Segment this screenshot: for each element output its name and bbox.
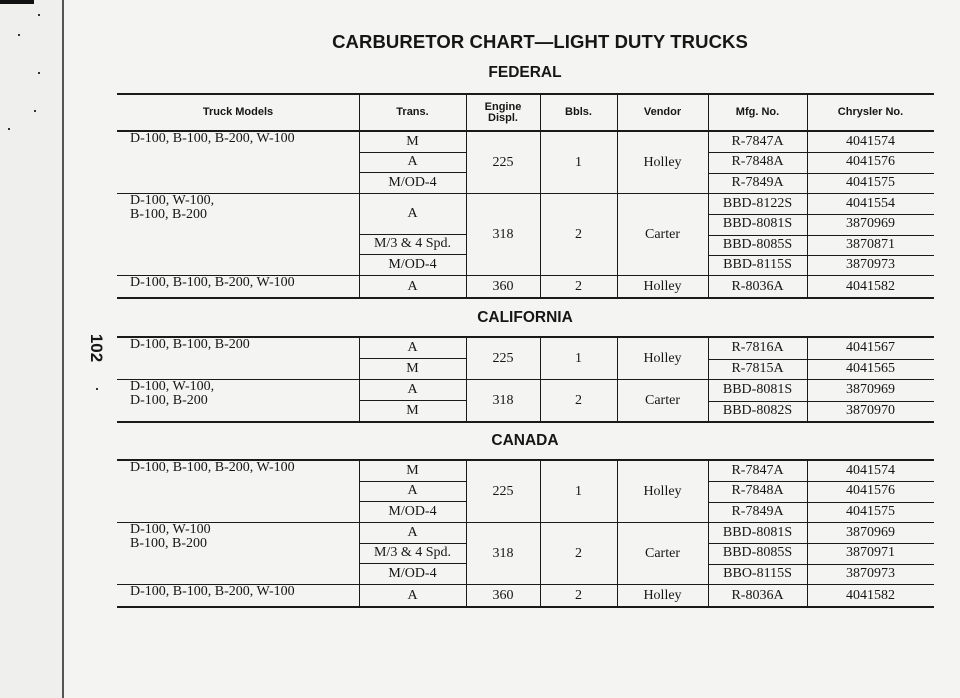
bbls-cell: 2	[575, 278, 582, 294]
truck-model-text: D-100, B-100, B-200, W-100	[130, 275, 295, 290]
column-divider	[708, 585, 709, 606]
mfg-no-cell: BBD-8122S	[722, 196, 793, 212]
mfg-no-cell: BBD-8115S	[723, 256, 792, 272]
page-title: CARBURETOR CHART—LIGHT DUTY TRUCKS	[332, 31, 748, 52]
column-divider	[807, 585, 808, 606]
trans-cell: A	[407, 382, 418, 397]
table-rule	[117, 421, 934, 423]
column-divider	[708, 380, 709, 421]
truck-model-text: B-100, B-200	[130, 536, 207, 551]
mfg-no-cell: R-7849A	[731, 174, 784, 190]
trans-cell: M	[406, 360, 419, 376]
column-divider	[359, 276, 360, 297]
vendor-cell: Carter	[645, 545, 680, 561]
mfg-no-cell: BBD-8085S	[722, 236, 793, 252]
trans-cell: M/OD-4	[388, 565, 437, 581]
vendor-cell: Carter	[645, 392, 680, 408]
vendor-cell: Holley	[643, 154, 682, 170]
scan-speck	[18, 34, 20, 36]
engine-displ-cell: 360	[492, 587, 514, 603]
trans-cell: A	[407, 483, 418, 498]
scan-speck	[38, 72, 40, 74]
trans-cell: M/3 & 4 Spd.	[373, 236, 451, 251]
column-divider	[708, 461, 709, 522]
table-rule	[117, 606, 934, 608]
mfg-no-cell: BBD-8082S	[722, 402, 793, 418]
scan-speck	[38, 14, 40, 16]
trans-cell: M/OD-4	[388, 174, 437, 190]
mfg-no-cell: R-7847A	[731, 134, 784, 150]
scan-mark	[0, 0, 34, 4]
column-divider	[466, 523, 467, 584]
column-divider	[807, 523, 808, 584]
truck-model-text: D-100, B-100, B-200, W-100	[130, 131, 295, 146]
column-divider	[540, 194, 541, 275]
mfg-no-cell: BBD-8081S	[722, 382, 793, 398]
column-divider	[807, 380, 808, 421]
chrysler-no-cell: 3870973	[846, 565, 895, 581]
column-divider	[540, 585, 541, 606]
column-divider	[466, 132, 467, 193]
column-divider	[466, 585, 467, 606]
trans-cell: A	[407, 206, 418, 221]
table-rule	[117, 297, 934, 299]
truck-model-text: D-100, B-200	[130, 393, 208, 408]
truck-models-cell	[130, 380, 359, 421]
bbls-cell: 1	[575, 483, 582, 499]
column-divider	[708, 132, 709, 193]
chrysler-no-cell: 4041567	[846, 340, 895, 356]
column-divider	[617, 380, 618, 421]
bbls-cell: 1	[575, 350, 582, 366]
column-divider	[807, 461, 808, 522]
truck-model-text: D-100, B-100, B-200, W-100	[130, 584, 295, 599]
truck-model-text: D-100, W-100,	[130, 379, 215, 394]
column-divider	[359, 585, 360, 606]
truck-model-text: D-100, B-100, B-200	[130, 337, 250, 352]
column-divider	[708, 95, 709, 130]
column-divider	[540, 95, 541, 130]
truck-models-cell	[130, 276, 359, 297]
column-divider	[708, 523, 709, 584]
column-divider	[708, 338, 709, 379]
engine-displ-cell: 225	[492, 154, 514, 170]
page-margin	[0, 0, 62, 698]
chrysler-no-cell: 4041575	[846, 503, 895, 519]
chrysler-no-cell: 3870971	[846, 545, 895, 561]
truck-models-cell	[130, 461, 359, 522]
header-chrysler-no: Chrysler No.	[837, 106, 904, 118]
page-edge	[62, 0, 64, 698]
truck-models-cell	[130, 194, 359, 275]
column-divider	[807, 276, 808, 297]
column-divider	[617, 132, 618, 193]
chrysler-no-cell: 4041574	[846, 463, 895, 479]
trans-cell: A	[407, 525, 418, 540]
trans-cell: A	[407, 154, 418, 169]
truck-model-text: D-100, B-100, B-200, W-100	[130, 460, 295, 475]
column-divider	[807, 338, 808, 379]
engine-displ-cell: 318	[492, 226, 514, 242]
trans-cell: M	[406, 134, 419, 149]
trans-cell: M/OD-4	[388, 503, 437, 519]
engine-displ-cell: 225	[492, 350, 514, 366]
truck-models-cell	[130, 338, 359, 379]
mfg-no-cell: R-7848A	[731, 154, 784, 170]
engine-displ-cell: 225	[492, 483, 514, 499]
column-divider	[359, 461, 360, 522]
column-divider	[359, 95, 360, 130]
header-mfg-no: Mfg. No.	[735, 106, 780, 118]
column-divider	[617, 585, 618, 606]
column-divider	[540, 523, 541, 584]
bbls-cell: 2	[575, 392, 582, 408]
mfg-no-cell: BBO-8115S	[723, 565, 792, 581]
column-divider	[617, 523, 618, 584]
column-divider	[617, 194, 618, 275]
bbls-cell: 2	[575, 226, 582, 242]
mfg-no-cell: R-7849A	[731, 503, 784, 519]
chrysler-no-cell: 4041576	[846, 483, 895, 499]
column-divider	[617, 95, 618, 130]
column-divider	[807, 95, 808, 130]
mfg-no-cell: R-7815A	[731, 360, 784, 376]
trans-cell: M	[406, 402, 419, 418]
truck-model-text: B-100, B-200	[130, 207, 207, 222]
section-title: CALIFORNIA	[477, 309, 573, 326]
column-divider	[466, 95, 467, 130]
page-number: 102	[87, 333, 106, 363]
header-engine-displ: Engine Displ.	[484, 100, 522, 124]
column-divider	[359, 380, 360, 421]
header-bbls: Bbls.	[565, 106, 592, 118]
chrysler-no-cell: 3870973	[846, 256, 895, 272]
column-divider	[359, 194, 360, 275]
mfg-no-cell: R-8036A	[731, 278, 784, 294]
vendor-cell: Holley	[643, 350, 682, 366]
column-divider	[359, 132, 360, 193]
header-vendor: Vendor	[643, 106, 682, 118]
column-divider	[466, 276, 467, 297]
column-divider	[807, 132, 808, 193]
column-divider	[807, 194, 808, 275]
chrysler-no-cell: 4041575	[846, 174, 895, 190]
scan-speck	[8, 128, 10, 130]
truck-models-cell	[130, 132, 359, 193]
column-divider	[617, 461, 618, 522]
section-title: FEDERAL	[488, 64, 562, 81]
mfg-no-cell: R-7816A	[731, 340, 784, 356]
trans-cell: A	[407, 340, 418, 355]
header-trans: Trans.	[396, 106, 429, 118]
trans-cell: M	[406, 463, 419, 478]
column-divider	[617, 276, 618, 297]
column-divider	[466, 461, 467, 522]
column-divider	[466, 194, 467, 275]
truck-models-cell	[130, 585, 359, 606]
section-title: CANADA	[491, 432, 559, 449]
column-divider	[540, 132, 541, 193]
trans-cell: A	[407, 278, 418, 294]
chrysler-no-cell: 4041565	[846, 360, 895, 376]
truck-model-text: D-100, W-100,	[130, 193, 215, 208]
chrysler-no-cell: 4041582	[846, 278, 895, 294]
column-divider	[708, 276, 709, 297]
engine-displ-cell: 318	[492, 392, 514, 408]
vendor-cell: Carter	[645, 226, 680, 242]
column-divider	[617, 338, 618, 379]
chrysler-no-cell: 3870969	[846, 525, 895, 541]
bbls-cell: 2	[575, 545, 582, 561]
bbls-cell: 1	[575, 154, 582, 170]
scan-speck	[96, 388, 98, 390]
mfg-no-cell: R-7847A	[731, 463, 784, 479]
chrysler-no-cell: 4041576	[846, 154, 895, 170]
column-divider	[466, 380, 467, 421]
column-divider	[359, 523, 360, 584]
column-divider	[540, 461, 541, 522]
trans-cell: M/3 & 4 Spd.	[373, 545, 451, 560]
column-divider	[466, 338, 467, 379]
mfg-no-cell: BBD-8081S	[722, 216, 793, 232]
header-truck-models: Truck Models	[202, 106, 274, 118]
column-divider	[359, 338, 360, 379]
vendor-cell: Holley	[643, 587, 682, 603]
chrysler-no-cell: 3870970	[846, 402, 895, 418]
vendor-cell: Holley	[643, 278, 682, 294]
mfg-no-cell: BBD-8085S	[722, 545, 793, 561]
column-divider	[540, 276, 541, 297]
mfg-no-cell: BBD-8081S	[722, 525, 793, 541]
truck-model-text: D-100, W-100	[130, 522, 211, 537]
bbls-cell: 2	[575, 587, 582, 603]
chrysler-no-cell: 3870871	[846, 236, 895, 252]
column-divider	[540, 338, 541, 379]
mfg-no-cell: R-7848A	[731, 483, 784, 499]
trans-cell: A	[407, 587, 418, 603]
engine-displ-cell: 318	[492, 545, 514, 561]
mfg-no-cell: R-8036A	[731, 587, 784, 603]
engine-displ-cell: 360	[492, 278, 514, 294]
chrysler-no-cell: 3870969	[846, 216, 895, 232]
vendor-cell: Holley	[643, 483, 682, 499]
scan-speck	[34, 110, 36, 112]
truck-models-cell	[130, 523, 359, 584]
chrysler-no-cell: 4041582	[846, 587, 895, 603]
column-divider	[708, 194, 709, 275]
trans-cell: M/OD-4	[388, 256, 437, 272]
chrysler-no-cell: 4041554	[846, 196, 895, 212]
column-divider	[540, 380, 541, 421]
chrysler-no-cell: 3870969	[846, 382, 895, 398]
chrysler-no-cell: 4041574	[846, 134, 895, 150]
